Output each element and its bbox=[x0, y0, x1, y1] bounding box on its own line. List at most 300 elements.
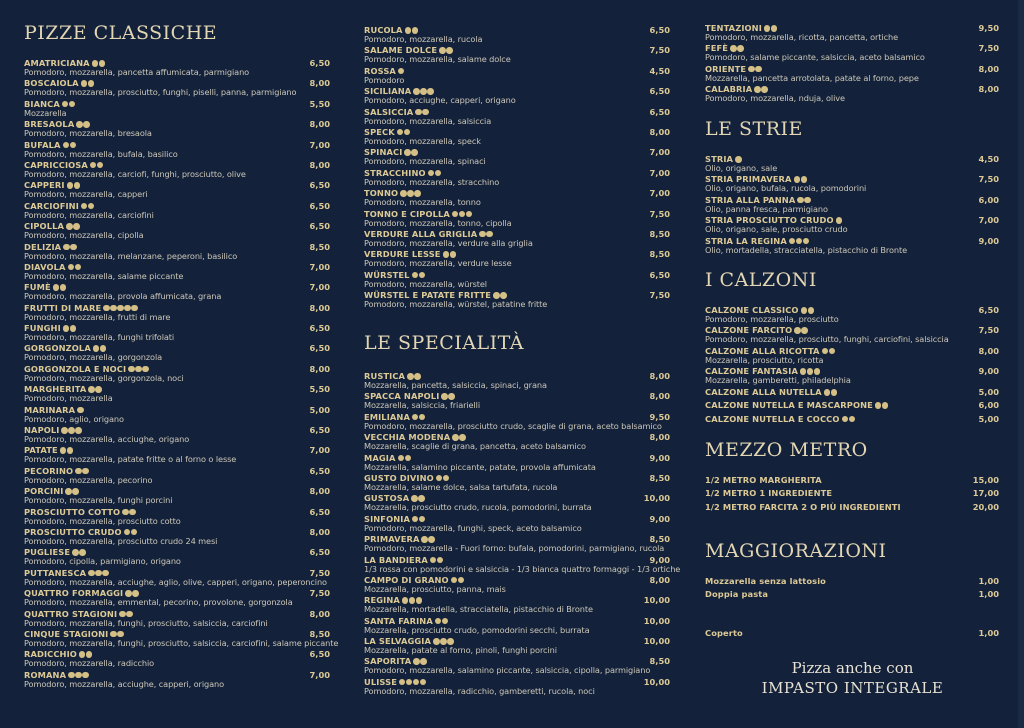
item-description: Pomodoro, mozzarella, frutti di mare bbox=[24, 311, 171, 322]
menu-item bbox=[24, 671, 330, 691]
item-name-text: PRIMAVERA bbox=[364, 534, 420, 545]
menu-item bbox=[364, 637, 670, 657]
item-price: 10,00 bbox=[643, 636, 670, 647]
menu-item bbox=[24, 100, 330, 120]
item-name-text: EMILIANA bbox=[364, 411, 410, 422]
item-name-text: ROSSA bbox=[364, 65, 396, 76]
menu-item bbox=[24, 79, 330, 99]
strie-list bbox=[705, 155, 999, 257]
item-name-text: AMATRICIANA bbox=[24, 58, 90, 68]
item-price: 7,00 bbox=[649, 167, 670, 178]
allergen-icon bbox=[800, 368, 807, 375]
menu-item bbox=[24, 467, 330, 487]
item-name-text: STRIA ALLA PANNA bbox=[705, 194, 796, 205]
allergen-icon bbox=[128, 366, 135, 373]
item-price: 5,00 bbox=[309, 404, 330, 415]
item-price: 8,00 bbox=[309, 159, 330, 170]
item-description: Mozzarella, mortadella, stracciatella, pistacchio di Bronte bbox=[364, 604, 593, 615]
menu-item bbox=[364, 67, 670, 87]
allergen-icon bbox=[88, 570, 95, 577]
allergen-icon bbox=[397, 129, 404, 136]
menu-item bbox=[24, 548, 330, 568]
item-description: Pomodoro, mozzarella bbox=[24, 393, 113, 404]
item-description: Pomodoro, mozzarella, speck bbox=[364, 135, 481, 146]
menu-item bbox=[364, 26, 670, 46]
item-name-text: VERDURE ALLA GRIGLIA bbox=[364, 228, 478, 239]
allergen-icon bbox=[842, 416, 849, 423]
item-description: Pomodoro, mozzarella, capperi bbox=[24, 189, 148, 200]
item-name-text: REGINA bbox=[364, 595, 400, 606]
item-description: Pomodoro, mozzarella, gorgonzola, noci bbox=[24, 372, 184, 383]
item-name-text: CARCIOFINI bbox=[24, 200, 79, 211]
item-price: 5,00 bbox=[978, 387, 999, 397]
item-name-text: MARGHERITA bbox=[24, 384, 87, 395]
item-name-text: STRACCHINO bbox=[364, 167, 426, 178]
item-name-text: CALZONE ALLA RICOTTA bbox=[705, 345, 820, 356]
item-description: Pomodoro, mozzarella, nduja, olive bbox=[705, 93, 845, 104]
item-price: 8,00 bbox=[309, 302, 330, 313]
item-description: Pomodoro, mozzarella, gorgonzola bbox=[24, 352, 163, 363]
menu-item bbox=[364, 576, 670, 596]
item-description: Pomodoro, mozzarella, carciofini bbox=[24, 209, 154, 220]
item-name-text: CIPOLLA bbox=[24, 221, 65, 232]
item-description: Pomodoro, mozzarella, funghi trifolati bbox=[24, 332, 175, 343]
menu-item bbox=[364, 678, 670, 698]
item-description: Pomodoro, mozzarella, pecorino bbox=[24, 474, 153, 485]
section-title-specialita: LE SPECIALITÀ bbox=[364, 332, 524, 354]
item-price: 5,00 bbox=[978, 413, 999, 424]
section-title-strie: LE STRIE bbox=[705, 118, 803, 140]
section-title-mezzo-metro: MEZZO METRO bbox=[705, 439, 868, 461]
menu-item bbox=[24, 324, 330, 344]
item-name-text: STRIA bbox=[705, 154, 734, 164]
item-price: 7,00 bbox=[978, 215, 999, 226]
item-price: 6,50 bbox=[309, 465, 330, 476]
allergen-icon bbox=[411, 495, 418, 502]
item-name-text: TONNO E CIPOLLA bbox=[364, 208, 450, 219]
item-description: Mozzarella, prosciutto crudo, rucola, pomodorini, burrata bbox=[364, 502, 592, 513]
menu-item bbox=[24, 569, 330, 589]
allergen-icon bbox=[82, 468, 89, 475]
menu-item bbox=[24, 385, 330, 405]
allergen-icon bbox=[413, 658, 420, 665]
item-description: Pomodoro, mozzarella, ricotta, pancetta, ortiche bbox=[705, 32, 899, 42]
item-name-text: SALAME DOLCE bbox=[364, 45, 438, 56]
item-name bbox=[705, 401, 999, 410]
allergen-icon bbox=[99, 60, 106, 67]
item-description: Pomodoro, mozzarella, würstel bbox=[364, 278, 487, 289]
item-price: 5,50 bbox=[309, 384, 330, 395]
allergen-icon bbox=[88, 386, 95, 393]
menu-item bbox=[705, 503, 999, 516]
menu-item bbox=[705, 155, 999, 175]
section-title-calzoni: I CALZONI bbox=[705, 269, 817, 291]
allergen-icon bbox=[404, 149, 411, 156]
allergen-icon bbox=[70, 142, 77, 149]
allergen-icon bbox=[882, 402, 889, 409]
item-name bbox=[705, 415, 999, 424]
allergen-icon bbox=[90, 162, 97, 169]
item-price: 9,00 bbox=[978, 366, 999, 377]
item-name-text: CALZONE NUTELLA E COCCO bbox=[705, 413, 840, 424]
menu-item bbox=[24, 426, 330, 446]
allergen-icon bbox=[755, 66, 762, 73]
item-name-text: PUGLIESE bbox=[24, 547, 71, 558]
allergen-icon bbox=[69, 101, 76, 108]
menu-item bbox=[364, 413, 670, 433]
menu-item bbox=[364, 596, 670, 616]
allergen-icon bbox=[124, 529, 131, 536]
menu-item bbox=[24, 161, 330, 181]
allergen-icon bbox=[100, 345, 107, 352]
item-name bbox=[705, 476, 999, 485]
item-name-text: SPECK bbox=[364, 126, 395, 137]
item-name-text: GUSTOSA bbox=[364, 493, 410, 504]
menu-item bbox=[364, 515, 670, 535]
menu-item bbox=[364, 617, 670, 637]
menu-item bbox=[705, 65, 999, 85]
item-name-text: SINFONIA bbox=[364, 513, 410, 524]
allergen-icon bbox=[794, 176, 801, 183]
item-price: 8,00 bbox=[978, 345, 999, 356]
allergen-icon bbox=[75, 468, 82, 475]
allergen-icon bbox=[67, 447, 74, 454]
allergen-icon bbox=[95, 570, 102, 577]
allergen-icon bbox=[735, 156, 742, 163]
menu-item bbox=[24, 487, 330, 507]
pizze-classiche-list bbox=[24, 58, 339, 691]
item-name-text: FUNGHI bbox=[24, 323, 61, 334]
allergen-icon bbox=[70, 244, 77, 251]
allergen-icon bbox=[796, 238, 803, 245]
item-name-text: 1/2 METRO FARCITA 2 O PIÙ INGREDIENTI bbox=[705, 501, 901, 512]
allergen-icon bbox=[421, 536, 428, 543]
allergen-icon bbox=[411, 149, 418, 156]
menu-item bbox=[24, 344, 330, 364]
item-description: Mozzarella, prosciutto crudo, pomodorini secchi, burrata bbox=[364, 624, 590, 635]
allergen-icon bbox=[404, 129, 411, 136]
menu-item bbox=[705, 237, 999, 257]
item-description: Pomodoro, mozzarella, prosciutto bbox=[705, 314, 839, 324]
item-price: 10,00 bbox=[643, 615, 670, 626]
section-title-pizze-classiche: PIZZE CLASSICHE bbox=[24, 22, 218, 44]
item-name-text: PECORINO bbox=[24, 465, 74, 476]
allergen-icon bbox=[63, 325, 70, 332]
item-price: 6,50 bbox=[309, 200, 330, 211]
item-name-text: Doppia pasta bbox=[705, 589, 769, 600]
allergen-icons bbox=[842, 415, 856, 424]
menu-item bbox=[705, 577, 999, 590]
allergen-icon bbox=[122, 509, 129, 516]
item-name-text: CAMPO DI GRANO bbox=[364, 574, 449, 585]
allergen-icon bbox=[412, 516, 419, 523]
allergen-icon bbox=[142, 366, 149, 373]
allergen-icon bbox=[416, 597, 423, 604]
allergen-icon bbox=[771, 25, 778, 32]
item-price: 8,00 bbox=[649, 432, 670, 443]
item-price: 7,00 bbox=[309, 669, 330, 680]
item-price: 6,50 bbox=[309, 343, 330, 354]
item-name-text: BUFALA bbox=[24, 139, 61, 150]
item-description: Pomodoro bbox=[364, 74, 405, 85]
item-price: 6,50 bbox=[649, 269, 670, 280]
allergen-icon bbox=[754, 86, 761, 93]
item-description: Pomodoro, mozzarella, prosciutto crudo, scaglie di grana, aceto balsamico bbox=[364, 420, 662, 431]
allergen-icon bbox=[399, 679, 406, 686]
item-price: 7,00 bbox=[309, 139, 330, 150]
allergen-icon bbox=[132, 590, 139, 597]
footer-note bbox=[705, 658, 1000, 698]
item-name-text: STRIA LA REGINA bbox=[705, 235, 787, 246]
coperto-row bbox=[705, 629, 999, 642]
item-price: 6,50 bbox=[309, 58, 330, 68]
item-price: 8,00 bbox=[309, 78, 330, 89]
item-price: 9,00 bbox=[978, 235, 999, 246]
allergen-icon bbox=[103, 305, 110, 312]
item-description: Mozzarella, pancetta arrotolata, patate al forno, pepe bbox=[705, 72, 919, 83]
item-price: 8,00 bbox=[309, 526, 330, 537]
item-description: Pomodoro, mozzarella, funghi, prosciutto, salsiccia, carciofini bbox=[24, 617, 268, 628]
menu-item bbox=[364, 108, 670, 128]
item-name-text: Mozzarella senza lattosio bbox=[705, 576, 826, 586]
menu-item bbox=[364, 250, 670, 270]
item-description: Pomodoro, cipolla, parmigiano, origano bbox=[24, 556, 181, 567]
item-description: Pomodoro, mozzarella, prosciutto, funghi, carciofini, salsiccia bbox=[705, 334, 949, 345]
menu-item bbox=[705, 388, 999, 401]
menu-item bbox=[364, 128, 670, 148]
allergen-icon bbox=[419, 516, 426, 523]
allergen-icon bbox=[419, 272, 426, 279]
allergen-icon bbox=[72, 488, 79, 495]
item-description: Pomodoro, mozzarella, carciofi, funghi, prosciutto, olive bbox=[24, 168, 246, 179]
item-name-text: DELIZIA bbox=[24, 241, 62, 252]
item-price: 8,00 bbox=[649, 126, 670, 137]
allergen-icon bbox=[443, 251, 450, 258]
item-price: 17,00 bbox=[972, 488, 999, 499]
menu-item bbox=[705, 85, 999, 105]
menu-item bbox=[705, 175, 999, 195]
item-price: 9,00 bbox=[649, 452, 670, 463]
menu-item bbox=[364, 148, 670, 168]
menu-item bbox=[364, 535, 670, 555]
allergen-icon bbox=[88, 203, 95, 210]
item-description: Pomodoro, mozzarella, provola affumicata, grana bbox=[24, 291, 222, 302]
item-price: 6,50 bbox=[309, 425, 330, 436]
item-name-text: CALABRIA bbox=[705, 84, 753, 95]
menu-item bbox=[24, 263, 330, 283]
item-name-text: WÜRSTEL bbox=[364, 269, 410, 280]
allergen-icon bbox=[831, 389, 838, 396]
allergen-icon bbox=[63, 244, 70, 251]
item-price: 7,00 bbox=[649, 188, 670, 199]
menu-item bbox=[24, 628, 339, 650]
allergen-icon bbox=[486, 231, 493, 238]
menu-item bbox=[24, 120, 330, 140]
item-name-text: BIANCA bbox=[24, 98, 60, 109]
allergen-icon bbox=[81, 80, 88, 87]
menu-item bbox=[364, 474, 670, 494]
allergen-icon bbox=[761, 86, 768, 93]
allergen-icon bbox=[131, 305, 138, 312]
item-description: Pomodoro, mozzarella, bresaola bbox=[24, 128, 152, 139]
allergen-icon bbox=[807, 368, 814, 375]
allergen-icons bbox=[824, 388, 838, 397]
item-price: 8,50 bbox=[309, 628, 330, 639]
allergen-icon bbox=[435, 618, 442, 625]
allergen-icon bbox=[430, 557, 437, 564]
item-name-text: LA SELVAGGIA bbox=[364, 636, 431, 647]
item-price: 8,50 bbox=[649, 228, 670, 239]
item-description: Mozzarella, prosciutto, panna, mais bbox=[364, 583, 506, 594]
allergen-icon bbox=[97, 162, 104, 169]
item-description: Pomodoro, mozzarella, melanzane, peperoni, basilico bbox=[24, 250, 238, 261]
item-name-text: NAPOLI bbox=[24, 425, 60, 436]
allergen-icon bbox=[407, 190, 414, 197]
item-description: Pomodoro, mozzarella, verdure lesse bbox=[364, 258, 512, 269]
menu-item bbox=[364, 433, 670, 453]
allergen-icon bbox=[83, 121, 90, 128]
menu-item bbox=[364, 454, 670, 474]
menu-item bbox=[24, 59, 330, 79]
item-price: 6,00 bbox=[978, 400, 999, 411]
item-price: 6,50 bbox=[649, 106, 670, 117]
item-description: Mozzarella, salame dolce, salsa tartufata, rucola bbox=[364, 481, 558, 492]
allergen-icon bbox=[75, 264, 82, 271]
allergen-icon bbox=[119, 611, 126, 618]
allergen-icon bbox=[110, 305, 117, 312]
item-price: 7,50 bbox=[309, 567, 330, 578]
item-price: 6,50 bbox=[309, 649, 330, 660]
allergen-icon bbox=[730, 45, 737, 52]
allergen-icon bbox=[125, 590, 132, 597]
coperto-price: 1,00 bbox=[978, 628, 999, 638]
item-name-text: BOSCAIOLA bbox=[24, 78, 79, 89]
allergen-icon bbox=[415, 109, 422, 116]
item-description: Pomodoro, mozzarella, funghi porcini bbox=[24, 495, 173, 506]
item-price: 7,00 bbox=[309, 445, 330, 456]
item-description: Pomodoro, mozzarella, cipolla bbox=[24, 230, 144, 241]
allergen-icon bbox=[405, 27, 412, 34]
item-description: Pomodoro, mozzarella, salame dolce bbox=[364, 54, 511, 65]
item-price: 6,50 bbox=[309, 506, 330, 517]
specialita-list bbox=[364, 371, 681, 698]
allergen-icon bbox=[435, 170, 442, 177]
item-name-text: PROSCIUTTO CRUDO bbox=[24, 526, 122, 537]
allergen-icon bbox=[764, 25, 771, 32]
allergen-icon bbox=[412, 272, 419, 279]
allergen-icon bbox=[407, 373, 414, 380]
menu-item bbox=[364, 372, 670, 392]
item-price: 7,50 bbox=[978, 43, 999, 54]
item-description: Pomodoro, mozzarella, funghi, prosciutto, salsiccia, carciofini, salame piccante bbox=[24, 637, 339, 648]
item-description: Pomodoro, salame piccante, salsiccia, aceto balsamico bbox=[705, 52, 925, 63]
allergen-icon bbox=[79, 651, 86, 658]
allergen-icon bbox=[117, 631, 124, 638]
allergen-icon bbox=[452, 211, 459, 218]
allergen-icon bbox=[88, 80, 95, 87]
allergen-icon bbox=[443, 475, 450, 482]
allergen-icon bbox=[413, 679, 420, 686]
item-name-text: 1/2 METRO MARGHERITA bbox=[705, 475, 822, 485]
item-description: Olio, origano, bufala, rucola, pomodorini bbox=[705, 183, 867, 194]
item-price: 1,00 bbox=[978, 576, 999, 586]
item-name-text: FEFÈ bbox=[705, 43, 729, 54]
allergen-icon bbox=[849, 416, 856, 423]
item-name-text: SPINACI bbox=[364, 147, 403, 158]
allergen-icon bbox=[131, 529, 138, 536]
item-description: Pomodoro, mozzarella, prosciutto crudo 24 mesi bbox=[24, 535, 218, 546]
item-description: Olio, origano, sale, prosciutto crudo bbox=[705, 224, 848, 235]
item-name-text: STRIA PRIMAVERA bbox=[705, 174, 792, 185]
item-price: 7,50 bbox=[309, 588, 330, 599]
item-description: Pomodoro, mozzarella, radicchio, gamberetti, rucola, noci bbox=[364, 685, 595, 696]
allergen-icon bbox=[66, 223, 73, 230]
allergen-icon bbox=[439, 47, 446, 54]
allergen-icon bbox=[72, 549, 79, 556]
allergen-icon bbox=[65, 488, 72, 495]
item-price: 6,00 bbox=[978, 194, 999, 205]
allergen-icon bbox=[53, 284, 60, 291]
item-description: Pomodoro, mozzarella, radicchio bbox=[24, 658, 155, 669]
item-price: 6,50 bbox=[649, 86, 670, 97]
item-name-text: WÜRSTEL E PATATE FRITTE bbox=[364, 290, 492, 301]
menu-item bbox=[364, 657, 670, 677]
allergen-icon bbox=[422, 109, 429, 116]
allergen-icon bbox=[102, 570, 109, 577]
allergen-icon bbox=[92, 60, 99, 67]
allergen-icon bbox=[466, 211, 473, 218]
item-description: Pomodoro, mozzarella, verdure alla griglia bbox=[364, 237, 533, 248]
item-name-text: CALZONE CLASSICO bbox=[705, 305, 799, 315]
allergen-icon bbox=[68, 427, 75, 434]
item-price: 4,50 bbox=[649, 65, 670, 76]
allergen-icon bbox=[479, 231, 486, 238]
allergen-icon bbox=[801, 176, 808, 183]
allergen-icon bbox=[803, 238, 810, 245]
menu-item bbox=[705, 489, 999, 502]
menu-item bbox=[705, 326, 999, 346]
pizze-classiche-cont-list bbox=[364, 26, 670, 311]
allergen-icon bbox=[81, 203, 88, 210]
allergen-icon bbox=[801, 327, 808, 334]
item-price: 7,50 bbox=[978, 174, 999, 185]
item-description: Pomodoro, mozzarella - Fuori forno: bufala, pomodorini, parmigiano, rucola bbox=[364, 543, 665, 554]
item-description: Pomodoro, acciughe, capperi, origano bbox=[364, 95, 516, 106]
coperto-item bbox=[705, 629, 999, 642]
menu-item bbox=[705, 401, 999, 414]
item-description: Pomodoro, mozzarella, acciughe, aglio, olive, capperi, origano, peperoncino bbox=[24, 576, 327, 587]
item-price: 8,00 bbox=[309, 608, 330, 619]
menu-item bbox=[24, 446, 330, 466]
item-description: Pomodoro, aglio, origano bbox=[24, 413, 124, 424]
item-description: Olio, panna fresca, parmigiano bbox=[705, 203, 828, 214]
menu-item bbox=[364, 169, 670, 189]
item-price: 9,50 bbox=[978, 23, 999, 33]
allergen-icon bbox=[797, 197, 804, 204]
allergen-icons bbox=[875, 401, 889, 410]
item-name-text: CALZONE FARCITO bbox=[705, 325, 793, 336]
allergen-icon bbox=[428, 170, 435, 177]
item-price: 7,00 bbox=[649, 147, 670, 158]
maggiorazioni-list bbox=[705, 577, 999, 604]
item-description: Pomodoro, mozzarella, spinaci bbox=[364, 156, 486, 167]
menu-item bbox=[364, 291, 670, 311]
item-price: 8,00 bbox=[649, 574, 670, 585]
allergen-icon bbox=[427, 88, 434, 95]
item-description: Pomodoro, mozzarella, prosciutto, funghi, piselli, panna, parmigiano bbox=[24, 87, 297, 98]
item-name-text: GORGONZOLA E NOCI bbox=[24, 363, 127, 374]
allergen-icon bbox=[126, 611, 133, 618]
